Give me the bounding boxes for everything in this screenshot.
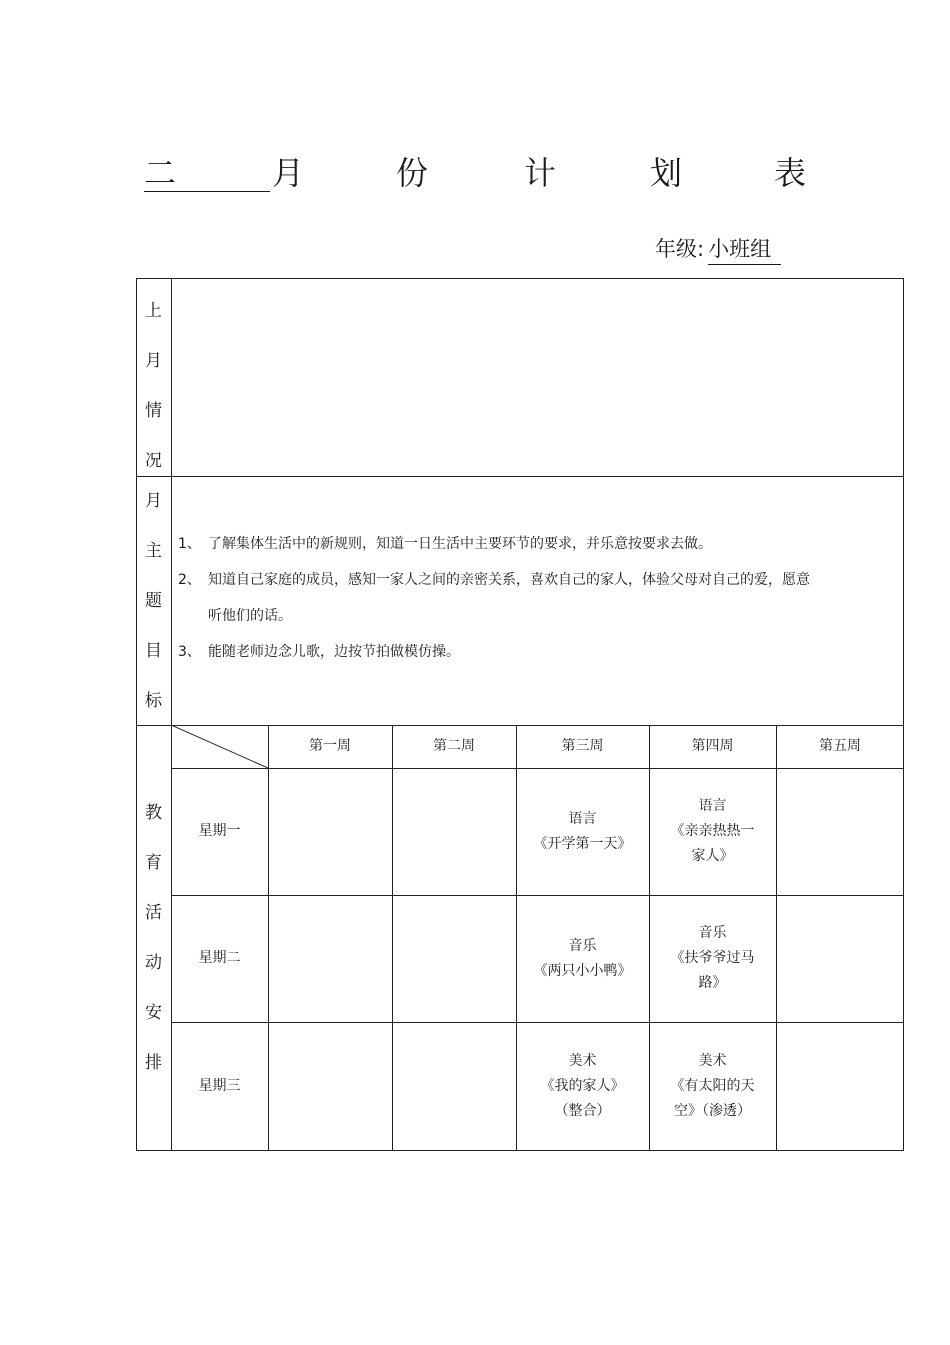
section-label-char: 主 (145, 541, 162, 561)
goal-text: 能随老师边念儿歌，边按节拍做模仿操。 (208, 644, 460, 660)
activity-line: 《亲亲热热一 (670, 823, 755, 839)
goal-item (178, 562, 818, 634)
section-label-goals (136, 476, 171, 726)
activity-line: 美术 (698, 1053, 727, 1069)
week-header: 第一周 (309, 738, 351, 754)
title-char: 计 (524, 154, 557, 192)
goal-number: 3、 (178, 644, 201, 660)
title-char: 划 (650, 154, 683, 192)
goal-number: 2、 (178, 572, 201, 588)
title-char: 份 (396, 154, 429, 192)
activity-line: 《两只小小鸭》 (533, 962, 632, 979)
activity-line: 《扶爷爷过马 (670, 950, 755, 966)
section-label-char: 排 (145, 1053, 162, 1073)
activity-text (671, 921, 755, 996)
activity-cell (516, 895, 649, 1022)
activity-line: 《我的家人》 (540, 1078, 625, 1094)
activity-line: 美术 (568, 1053, 597, 1069)
activity-line: （整合） (554, 1103, 611, 1119)
page-title (144, 150, 814, 196)
activity-line: 音乐 (568, 937, 597, 954)
activity-line: 《开学第一天》 (533, 835, 632, 852)
section-label-char: 教 (145, 803, 162, 823)
goal-text: 了解集体生活中的新规则，知道一日生活中主要环节的要求，并乐意按要求去做。 (208, 536, 712, 552)
goal-text: 知道自己家庭的成员，感知一家人之间的亲密关系，喜欢自己的家人，体验父母对自己的爱，愿意听他们的话。 (208, 572, 810, 624)
activity-line: 语言 (568, 810, 597, 827)
goal-item (178, 634, 878, 670)
activity-text (534, 807, 632, 857)
section-label-char: 标 (145, 691, 162, 711)
activity-line: 音乐 (698, 925, 727, 941)
activity-line: 路》 (698, 975, 727, 991)
title-month: 二 (144, 154, 177, 192)
week-header: 第五周 (819, 738, 861, 754)
activity-cell (649, 768, 776, 895)
section-label-char: 题 (145, 591, 162, 611)
activity-text (541, 1049, 625, 1124)
activity-line: 空》（渗透） (674, 1103, 751, 1119)
section-label-char: 安 (145, 1003, 162, 1023)
section-label-char: 目 (145, 641, 162, 661)
activity-cell (516, 1022, 649, 1151)
day-label: 星期三 (198, 1078, 241, 1094)
goal-list (178, 526, 878, 670)
week-header: 第四周 (691, 738, 734, 754)
activity-text (671, 1049, 755, 1124)
section-label-char: 动 (145, 953, 162, 973)
title-char: 月 (272, 154, 305, 192)
activity-text (671, 794, 755, 869)
section-label-char: 活 (145, 903, 162, 923)
section-label-last-month (136, 286, 171, 486)
week-header: 第二周 (433, 738, 475, 754)
day-label: 星期二 (198, 950, 241, 966)
activity-cell (649, 1022, 776, 1151)
section-label-char: 上 (145, 301, 162, 321)
activity-line: 《有太阳的天 (670, 1078, 755, 1094)
activity-line: 语言 (698, 798, 727, 814)
diagonal-header-line (171, 725, 268, 768)
col-divider (392, 725, 393, 1151)
section-label-char: 况 (145, 451, 162, 471)
activity-text (534, 934, 632, 984)
grade-value: 小班组 (708, 234, 781, 265)
section-label-char: 月 (145, 351, 162, 371)
activity-cell (649, 895, 776, 1022)
grade-label: 年级: (655, 237, 705, 261)
week-header: 第三周 (561, 738, 604, 754)
grade-field (655, 232, 781, 266)
title-char: 表 (774, 154, 807, 192)
section-label-activities (136, 788, 171, 1088)
col-divider (776, 725, 777, 1151)
row-divider (136, 476, 904, 477)
section-label-char: 月 (145, 491, 162, 511)
col-divider (268, 725, 269, 1151)
title-underline (144, 191, 270, 192)
goal-number: 1、 (178, 536, 201, 552)
section-label-char: 情 (145, 401, 162, 421)
activity-cell (516, 768, 649, 895)
section-label-char: 育 (145, 853, 162, 873)
goal-item (178, 526, 878, 562)
activity-line: 家人》 (691, 848, 734, 864)
day-label: 星期一 (198, 823, 241, 839)
